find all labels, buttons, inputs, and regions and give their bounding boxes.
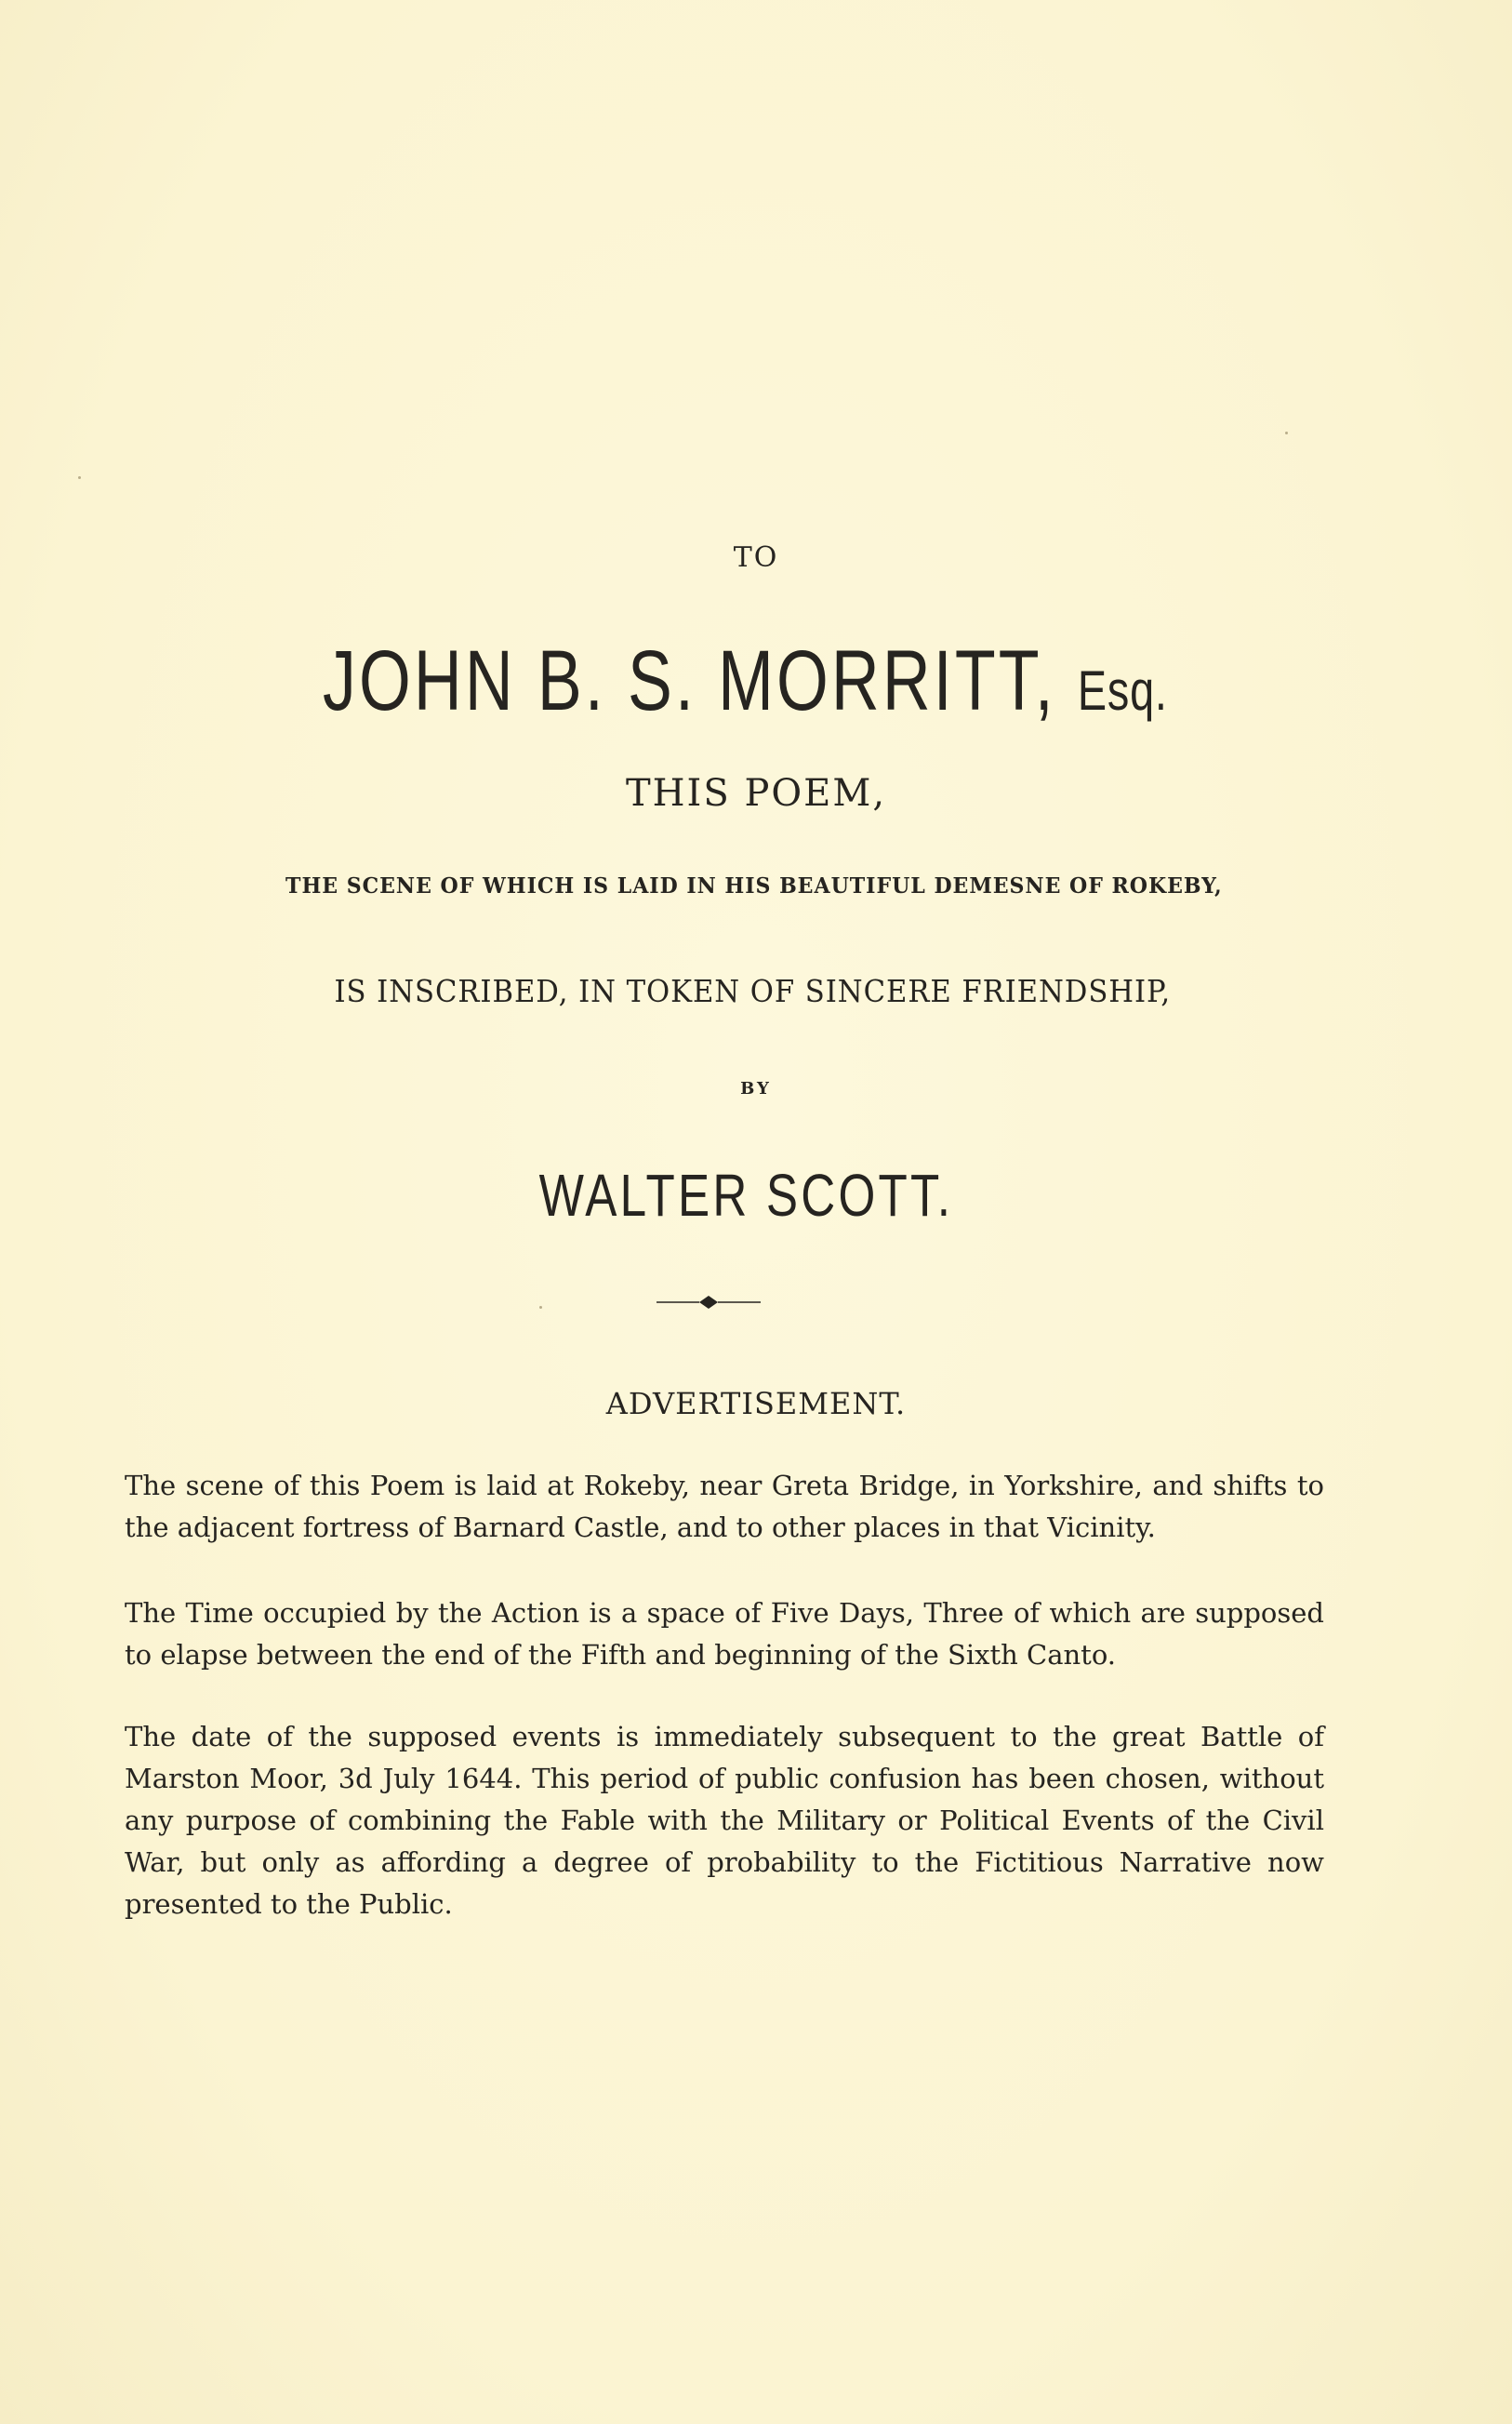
advertisement-paragraph: The date of the supposed events is immediately subsequent to the great Battle of Marston Moor, 3d July 1644. This period of public confusion has been chosen, without any purpose of combining the Fable with the Military or Political Events of the Civil War, but only as affording a degree of probability to the Fictitious Narrative now presented to the Public. xyxy=(125,1721,1324,1920)
poem-line: THIS POEM, xyxy=(625,772,887,815)
dedicatee-suffix: Esq. xyxy=(1077,659,1168,722)
inscribed-line: IS INSCRIBED, IN TOKEN OF SINCERE FRIENDSHIP, xyxy=(334,973,1172,1009)
paper-speck xyxy=(1285,432,1288,434)
advertisement-heading: ADVERTISEMENT. xyxy=(605,1386,907,1421)
scene-line: THE SCENE OF WHICH IS LAID IN HIS BEAUTIFUL DEMESNE OF ROKEBY, xyxy=(285,873,1223,899)
diamond-rule-ornament-icon xyxy=(657,1293,761,1312)
paper-speck xyxy=(539,1306,542,1309)
advertisement-paragraph: The Time occupied by the Action is a space of Five Days, Three of which are supposed to elapse between the end of the Fifth and beginning of the Sixth Canto. xyxy=(125,1597,1324,1671)
author-name: WALTER SCOTT. xyxy=(538,1162,954,1229)
dedicatee-name-text: JOHN B. S. MORRITT, xyxy=(322,633,1056,728)
by-line: BY xyxy=(740,1079,772,1099)
advertisement-paragraph: The scene of this Poem is laid at Rokeby, near Greta Bridge, in Yorkshire, and shifts to the adjacent fortress of Barnard Castle, and to other places in that Vicinity. xyxy=(125,1470,1324,1543)
dedicatee-name xyxy=(155,633,1334,730)
dedication-to: TO xyxy=(733,541,779,574)
paper-speck xyxy=(78,476,81,479)
